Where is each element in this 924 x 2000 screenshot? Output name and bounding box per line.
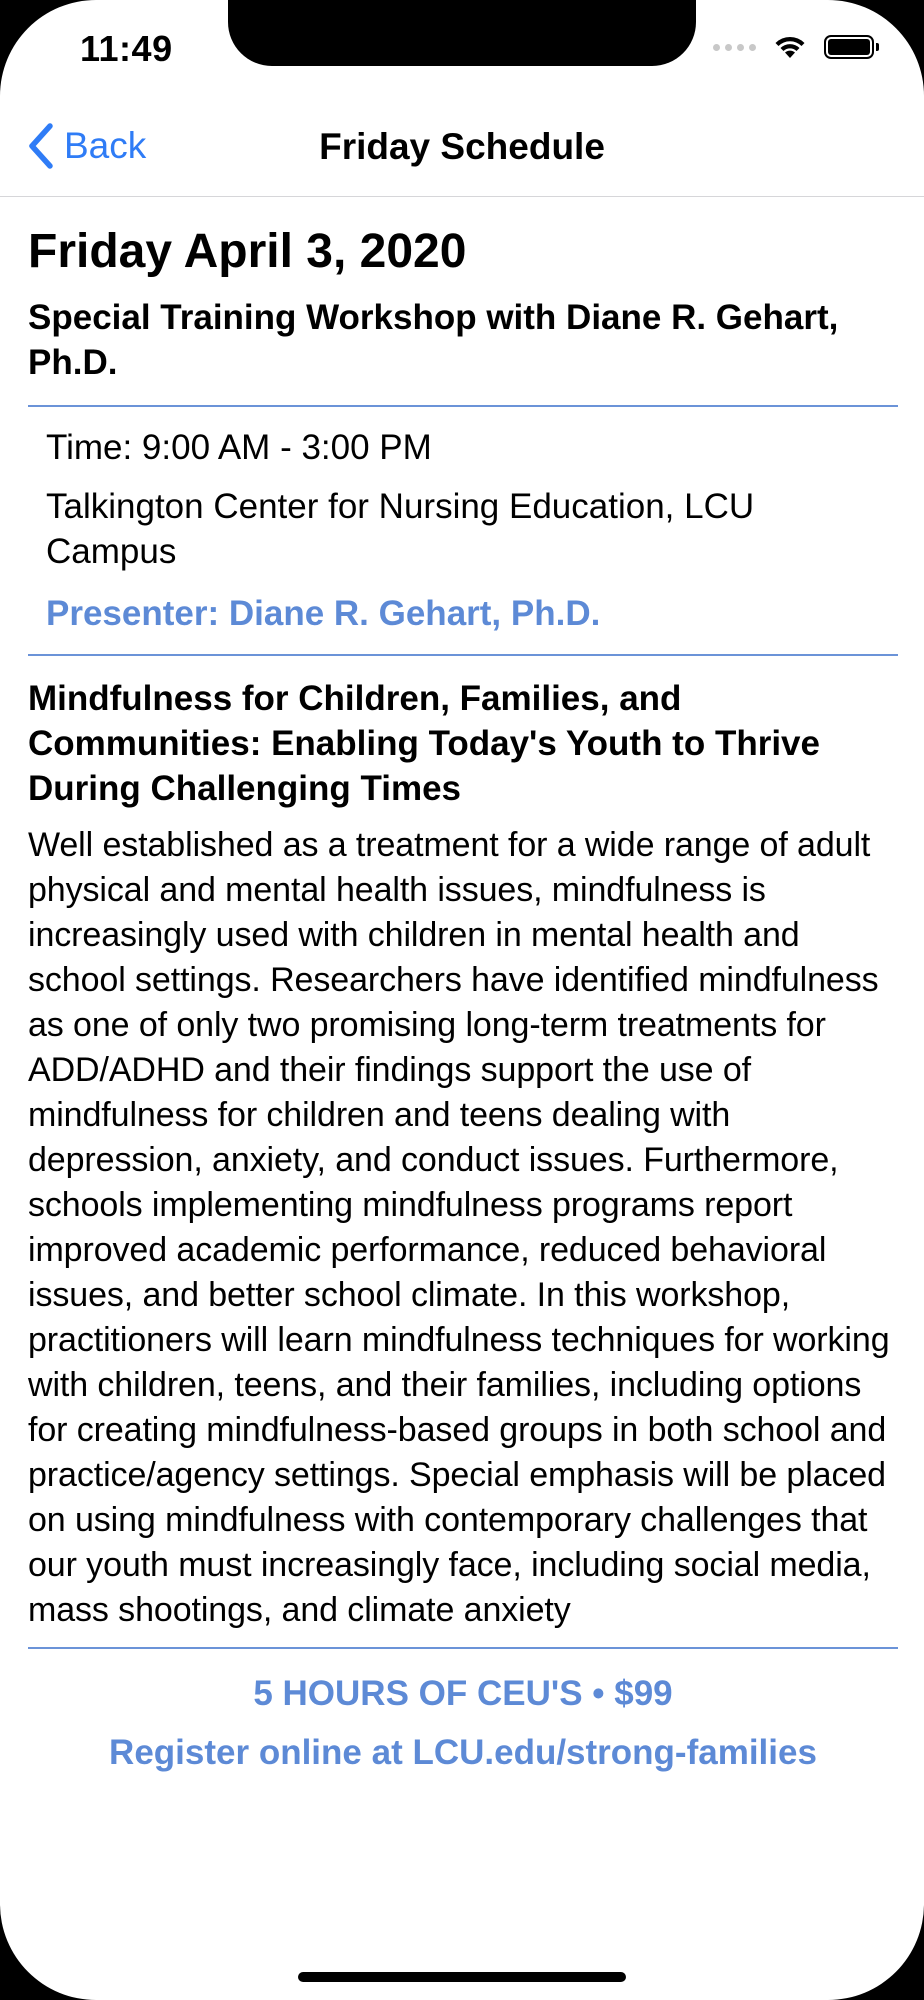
divider <box>28 1647 898 1649</box>
register-link[interactable]: Register online at LCU.edu/strong-families <box>109 1733 817 1773</box>
status-time: 11:49 <box>80 28 173 69</box>
divider <box>28 654 898 656</box>
presenter-link[interactable]: Presenter: Diane R. Gehart, Ph.D. <box>46 594 601 634</box>
navigation-bar <box>0 100 924 197</box>
home-indicator[interactable] <box>298 1972 626 1982</box>
status-bar <box>0 0 924 100</box>
event-details <box>28 407 898 636</box>
wifi-icon <box>772 34 808 60</box>
ceu-price-info: 5 HOURS OF CEU'S • $99 <box>253 1674 673 1714</box>
device-notch <box>228 0 696 66</box>
session-title: Mindfulness for Children, Families, and Communities: Enabling Today's Youth to Thrive During Challenging Times <box>28 679 820 809</box>
event-date: Friday April 3, 2020 <box>28 225 467 278</box>
back-label: Back <box>64 125 147 166</box>
page-title: Friday Schedule <box>319 126 605 167</box>
signal-icon <box>713 44 756 51</box>
status-icons <box>713 34 874 60</box>
battery-icon <box>824 35 874 59</box>
session-description: Well established as a treatment for a wide range of adult physical and mental health issues, mindfulness is increasingly used with children in mental health and school settings. Researchers have identified mindfulness as one of only two promising long-term treatments for ADD/ADHD and their findings support the use of mindfulness for children and teens dealing with depression, anxiety, and conduct issues. Furthermore, schools implementing mindfulness programs report improved academic performance, reduced behavioral issues, and better school climate. In this workshop, practitioners will learn mindfulness techniques for working with children, teens, and their families, including options for creating mindfulness-based groups in both school and practice/agency settings. Special emphasis will be placed on using mindfulness with contemporary challenges that our youth must increasingly face, including social media, mass shootings, and climate anxiety <box>28 826 890 1630</box>
workshop-title: Special Training Workshop with Diane R. Gehart, Ph.D. <box>28 298 839 383</box>
event-time: Time: 9:00 AM - 3:00 PM <box>46 428 432 468</box>
event-location: Talkington Center for Nursing Education, LCU Campus <box>46 487 755 572</box>
schedule-content <box>28 220 898 1775</box>
